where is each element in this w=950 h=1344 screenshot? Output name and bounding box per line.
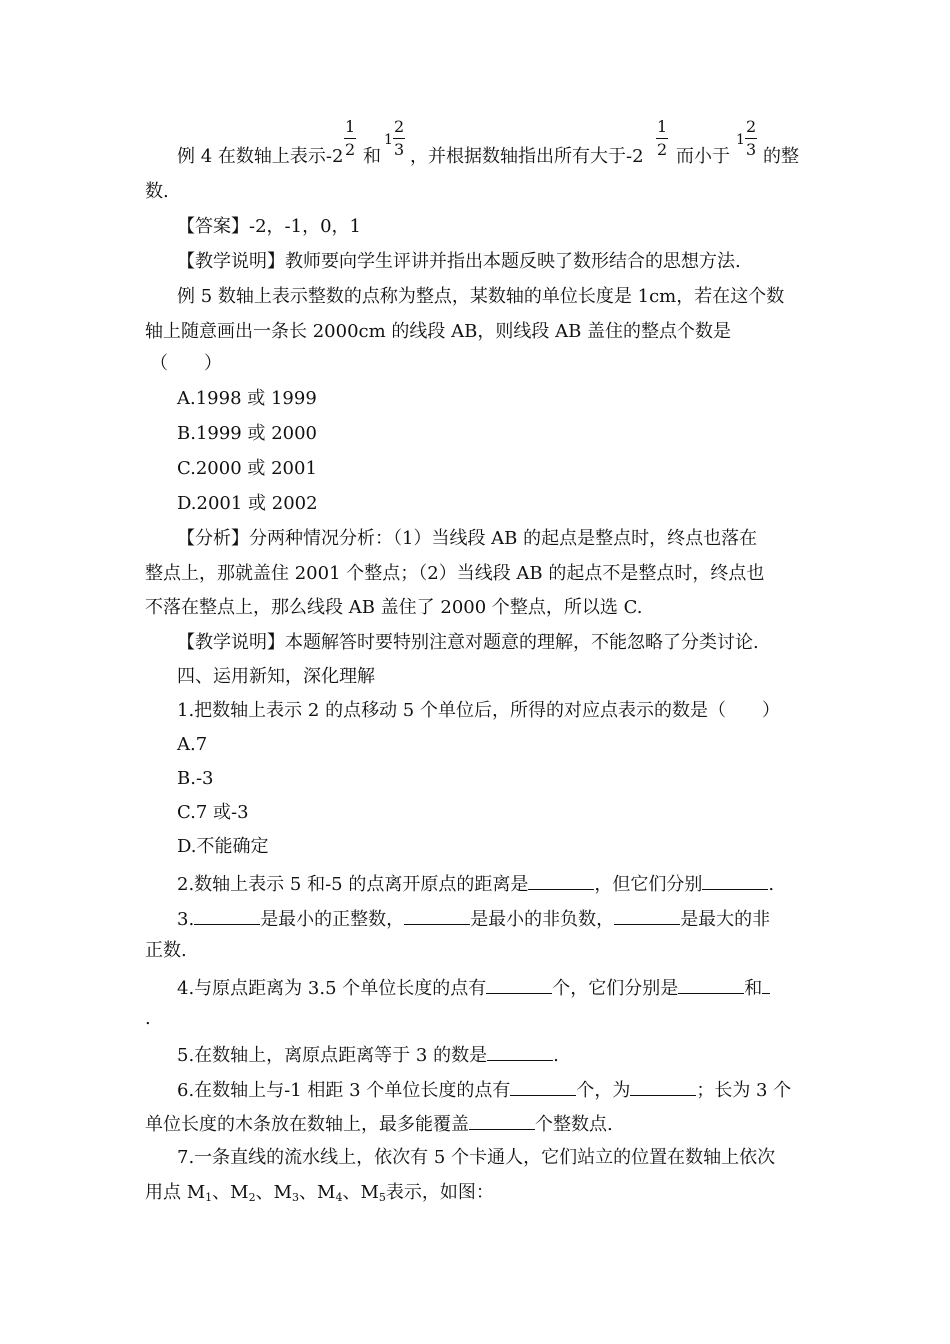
point-m-label: M — [360, 1182, 379, 1203]
subscript: 3 — [292, 1191, 300, 1204]
question-1-option-d: D.不能确定 — [177, 836, 269, 857]
example-4-lt — [676, 148, 730, 166]
separator: 、 — [212, 1182, 231, 1203]
question-1-option-c: C.7 或-3 — [177, 802, 249, 823]
subscript: 5 — [378, 1191, 386, 1204]
question-6-text-d: 单位长度的木条放在数轴上，最多能覆盖 — [145, 1114, 469, 1135]
question-6 — [177, 1079, 791, 1100]
question-3-continuation: 正数. — [145, 940, 187, 961]
question-7-line2 — [145, 1184, 494, 1203]
example-5-option-d: D.2001 或 2002 — [177, 493, 318, 514]
answer-blank[interactable] — [487, 1044, 553, 1061]
answer-blank[interactable] — [762, 977, 770, 994]
subscript: 1 — [205, 1191, 213, 1204]
example-5-option-b: B.1999 或 2000 — [177, 423, 318, 444]
example-4-line2 — [145, 183, 169, 201]
analysis-5-line3: 不落在整点上，那么线段 AB 盖住了 2000 个整点，所以选 C. — [145, 597, 643, 618]
answer-blank[interactable] — [678, 977, 744, 994]
question-3-text-b: 是最小的正整数， — [260, 909, 405, 930]
question-7-line1: 7.一条直线的流水线上，依次有 5 个卡通人，它们站立的位置在数轴上依次 — [177, 1147, 776, 1168]
fraction-neg-2-half — [344, 119, 356, 158]
fraction-numerator: 1 — [344, 119, 356, 139]
separator: 、 — [342, 1182, 361, 1203]
example-5-line2: 轴上随意画出一条长 2000cm 的线段 AB，则线段 AB 盖住的整点个数是 — [145, 321, 732, 342]
question-6-text-c: ；长为 3 个 — [696, 1080, 792, 1101]
question-4-text-a: 4.与原点距离为 3.5 个单位长度的点有 — [177, 978, 487, 999]
fraction-one-two-thirds-b — [745, 119, 757, 158]
mixed-whole: 1 — [736, 132, 745, 148]
question-2-text-c: . — [768, 874, 775, 895]
answer-blank[interactable] — [194, 908, 260, 925]
teaching-note-4: 【教学说明】教师要向学生评讲并指出本题反映了数形结合的思想方法. — [177, 251, 741, 272]
fraction-denominator: 3 — [394, 140, 405, 159]
example-4-end — [763, 148, 799, 166]
example-4-line1 — [177, 148, 343, 166]
separator: 、 — [299, 1182, 318, 1203]
answer-blank[interactable] — [404, 908, 470, 925]
point-m-label: M — [273, 1182, 293, 1203]
analysis-5-line1: 【分析】分两种情况分析：（1）当线段 AB 的起点是整点时，终点也落在 — [177, 528, 758, 549]
answer-blank[interactable] — [702, 873, 768, 890]
separator: 、 — [255, 1182, 274, 1203]
example-4-end-text: 的整 — [763, 146, 799, 167]
answer-blank[interactable] — [630, 1079, 696, 1096]
fraction-neg-2-half-b — [656, 119, 668, 158]
point-m-label: M — [230, 1182, 249, 1203]
subscript: 2 — [248, 1191, 256, 1204]
mixed-whole: 1 — [384, 132, 393, 148]
question-3 — [177, 908, 770, 929]
question-3-text-c: 是最小的非负数， — [470, 909, 615, 930]
question-1-stem: 1.把数轴上表示 2 的点移动 5 个单位后，所得的对应点表示的数是（ ） — [177, 700, 780, 721]
answer-blank[interactable] — [510, 1079, 576, 1096]
fraction-denominator: 2 — [345, 140, 356, 159]
answer-4: 【答案】-2，-1，0，1 — [177, 216, 361, 237]
and-text: 和 — [363, 146, 381, 167]
question-2-text-a: 2.数轴上表示 5 和-5 的点离开原点的距离是 — [177, 874, 529, 895]
example-5-paren: （ ） — [150, 353, 222, 374]
question-4-text-b: 个，它们分别是 — [552, 978, 679, 999]
example-4-and — [363, 148, 381, 166]
point-m-label: 用点 M — [145, 1182, 206, 1203]
example-4-mid — [410, 148, 644, 166]
example-5-line1: 例 5 数轴上表示整数的点称为整点，某数轴的单位长度是 1cm，若在这个数 — [177, 286, 785, 307]
question-5-text-a: 5.在数轴上，离原点距离等于 3 的数是 — [177, 1045, 488, 1066]
analysis-5-line2: 整点上，那就盖住 2001 个整点；（2）当线段 AB 的起点不是整点时，终点也 — [145, 563, 765, 584]
question-7-post-text: 表示，如图： — [385, 1182, 494, 1203]
answer-blank[interactable] — [614, 908, 680, 925]
fraction-denominator: 3 — [746, 140, 757, 159]
question-6-text-a: 6.在数轴上与-1 相距 3 个单位长度的点有 — [177, 1080, 511, 1101]
fraction-one-two-thirds — [393, 119, 405, 158]
question-4 — [177, 977, 770, 998]
fraction-numerator: 1 — [656, 119, 668, 139]
less-than-text: 而小于 — [676, 146, 730, 167]
section-heading-4: 四、运用新知，深化理解 — [177, 666, 375, 687]
question-5 — [177, 1044, 559, 1065]
answer-blank[interactable] — [528, 873, 594, 890]
question-3-text-d: 是最大的非 — [680, 909, 771, 930]
answer-blank[interactable] — [486, 977, 552, 994]
question-1-option-a: A.7 — [177, 734, 208, 755]
question-3-text-a: 3. — [177, 909, 195, 930]
question-4-text-c: 和 — [744, 978, 763, 999]
question-2-text-b: ，但它们分别 — [594, 874, 703, 895]
fraction-numerator: 2 — [393, 119, 405, 139]
fraction-numerator: 2 — [745, 119, 757, 139]
example-5-option-a: A.1998 或 1999 — [177, 388, 317, 409]
question-1-option-b: B.-3 — [177, 768, 214, 789]
example-4-continuation: 数. — [145, 181, 169, 202]
fraction-denominator: 2 — [657, 140, 668, 159]
example-4-prefix: 例 4 在数轴上表示-2 — [177, 146, 344, 167]
question-5-text-b: . — [553, 1045, 559, 1066]
example-5-option-c: C.2000 或 2001 — [177, 458, 317, 479]
question-6-text-b: 个，为 — [576, 1080, 631, 1101]
subscript: 4 — [335, 1191, 343, 1204]
question-6-text-e: 个整数点. — [535, 1114, 613, 1135]
answer-blank[interactable] — [469, 1113, 535, 1130]
question-6-line2 — [145, 1113, 613, 1134]
point-m-label: M — [317, 1182, 336, 1203]
question-2 — [177, 873, 774, 894]
teaching-note-5: 【教学说明】本题解答时要特别注意对题意的理解，不能忽略了分类讨论. — [177, 632, 759, 653]
example-4-mid-text: ，并根据数轴指出所有大于-2 — [410, 146, 644, 167]
question-4-continuation: . — [145, 1008, 151, 1029]
